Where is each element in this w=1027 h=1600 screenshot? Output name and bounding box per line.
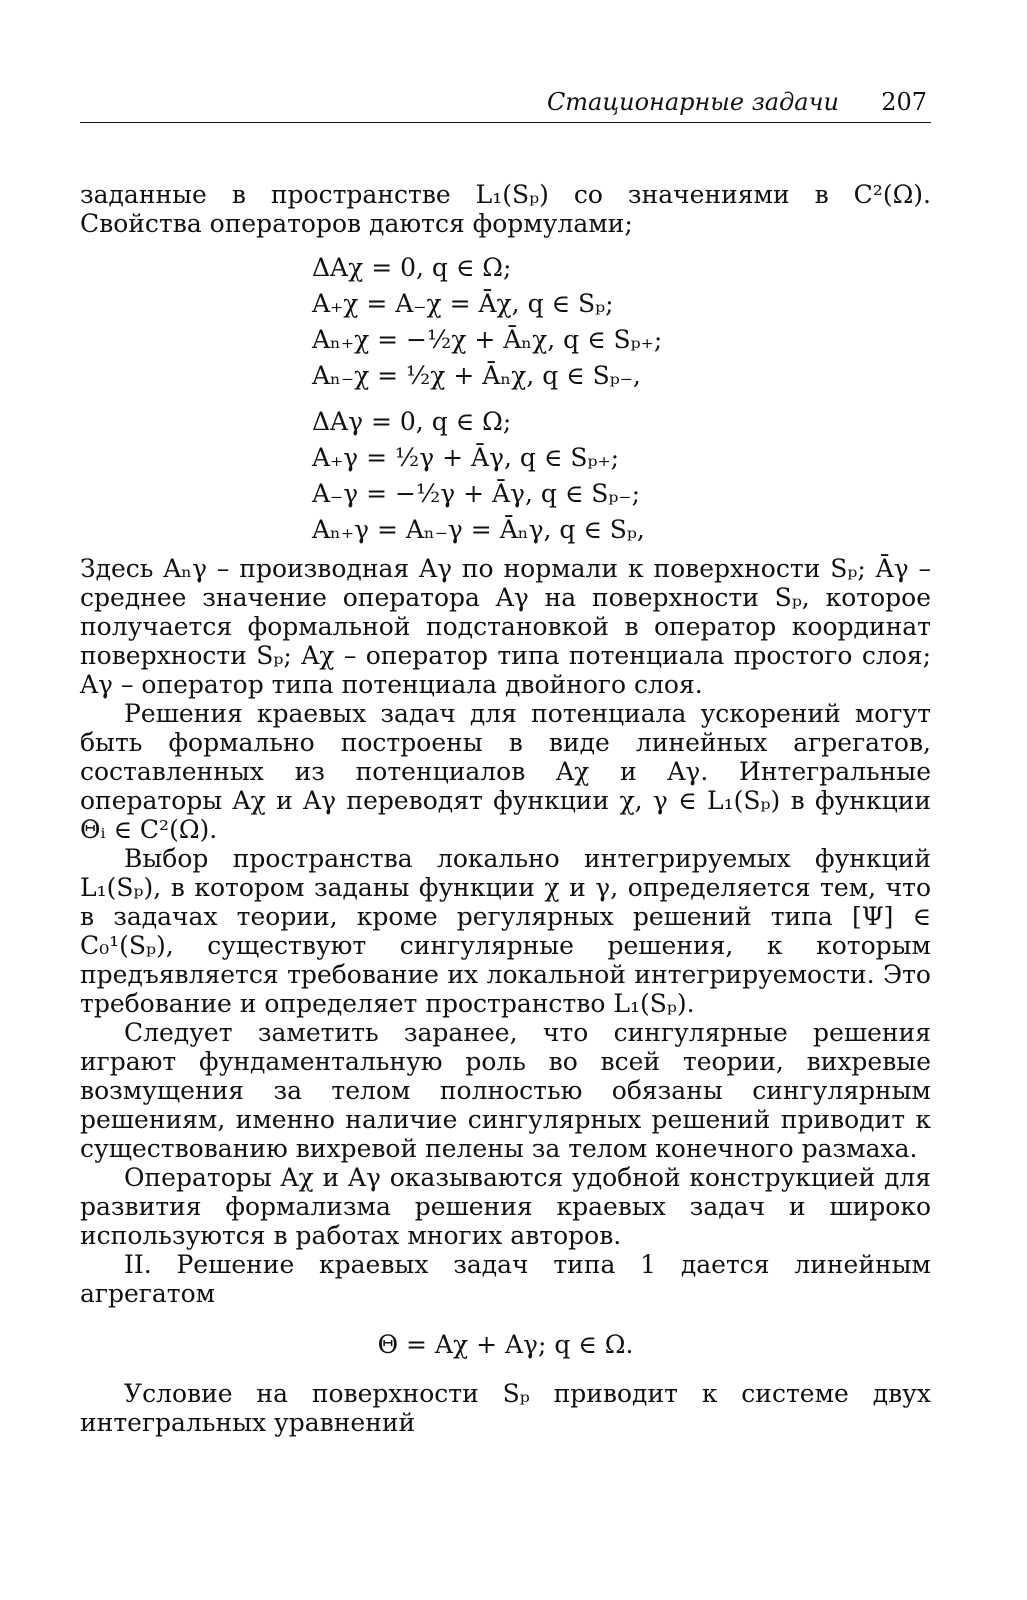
equation-line: A₋γ = −½γ + Āγ, q ∈ Sₚ₋; xyxy=(312,479,641,508)
page-body xyxy=(80,180,931,1437)
page-number: 207 xyxy=(881,88,927,116)
paragraph-operators: Операторы Aχ и Aγ оказываются удобной конструкцией для развития формализма решения краевых задач и широко используются в работах многих авторов. xyxy=(80,1163,931,1250)
paragraph-solutions: Решения краевых задач для потенциала ускорений могут быть формально построены в виде линейных агрегатов, составленных из потенциалов Aχ и Aγ. Интегральные операторы Aχ и Aγ переводят функции χ, γ ∈ L₁(Sₚ) в функции Θᵢ ∈ C²(Ω). xyxy=(80,699,931,844)
equation-line: Aₙ₊χ = −½χ + Āₙχ, q ∈ Sₚ₊; xyxy=(312,325,663,354)
equation-line: A₊χ = A₋χ = Āχ, q ∈ Sₚ; xyxy=(312,289,614,318)
equation-line: Aₙ₊γ = Aₙ₋γ = Āₙγ, q ∈ Sₚ, xyxy=(312,515,645,544)
equation-line: A₊γ = ½γ + Āγ, q ∈ Sₚ₊; xyxy=(312,443,620,472)
paragraph-space-choice: Выбор пространства локально интегрируемых функций L₁(Sₚ), в котором заданы функции χ и γ, определяется тем, что в задачах теории, кроме регулярных решений типа [Ψ] ∈ C₀¹(Sₚ), существуют сингулярные решения, к которым предъявляется требование их локальной интегрируемости. Это требование и определяет пространство L₁(Sₚ). xyxy=(80,844,931,1018)
equation-line: ΔAγ = 0, q ∈ Ω; xyxy=(312,407,512,436)
intro-paragraph: заданные в пространстве L₁(Sₚ) со значениями в C²(Ω). Свойства операторов даются формулами; xyxy=(80,180,931,238)
equation-line: Aₙ₋χ = ½χ + Āₙχ, q ∈ Sₚ₋, xyxy=(312,361,641,390)
paragraph-singular-role: Следует заметить заранее, что сингулярные решения играют фундаментальную роль во всей теории, вихревые возмущения за телом полностью обязаны сингулярным решениям, именно наличие сингулярных решений приводит к существованию вихревой пелены за телом конечного размаха. xyxy=(80,1018,931,1163)
running-header xyxy=(80,84,931,123)
equation-block xyxy=(312,250,931,548)
equation-line: ΔAχ = 0, q ∈ Ω; xyxy=(312,253,512,282)
main-equation: Θ = Aχ + Aγ; q ∈ Ω. xyxy=(377,1330,634,1359)
paragraph-section-ii: II. Решение краевых задач типа 1 дается линейным агрегатом xyxy=(80,1250,931,1308)
paragraph-final: Условие на поверхности Sₚ приводит к системе двух интегральных уравнений xyxy=(80,1379,931,1437)
paragraph-definitions: Здесь Aₙγ – производная Aγ по нормали к поверхности Sₚ; Āγ – среднее значение оператора Aγ на поверхности Sₚ, которое получается формальной подстановкой в оператор координат поверхности Sₚ; Aχ – оператор типа потенциала простого слоя; Aγ – оператор типа потенциала двойного слоя. xyxy=(80,554,931,699)
running-title: Стационарные задачи xyxy=(546,88,839,116)
